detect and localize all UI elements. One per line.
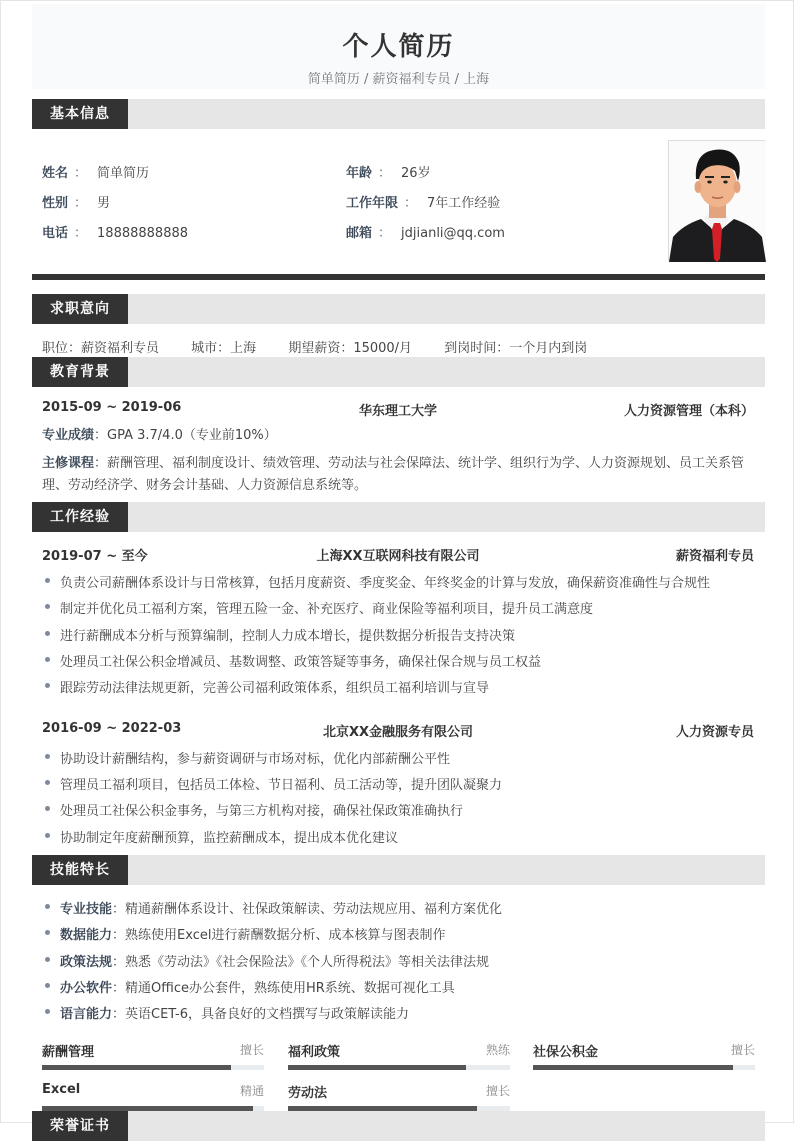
info-label: 工作年限 <box>346 196 399 211</box>
work-bullet: 进行薪酬成本分析与预算编制，控制人力成本增长，提供数据分析报告支持决策 <box>42 625 754 644</box>
resume-subtitle: 简单简历 / 薪资福利专员 / 上海 <box>307 72 490 87</box>
work-company: 北京XX金融服务有限公司 <box>322 725 474 740</box>
section-header-basic-info <box>32 99 765 129</box>
colon: ： <box>378 226 392 241</box>
work-row-2 <box>42 721 754 739</box>
skill-bar-fill <box>288 1065 466 1070</box>
work-bullet: 处理员工社保公积金事务，与第三方机构对接，确保社保政策准确执行 <box>42 800 754 819</box>
skill-text: ：精通Office办公套件，熟练使用HR系统、数据可视化工具 <box>112 981 455 996</box>
section-header-job-intent <box>32 294 765 324</box>
skill-bar-name: 福利政策 <box>288 1045 341 1060</box>
info-value: jdjianli@qq.com <box>401 226 505 241</box>
skill-bar-track <box>288 1065 510 1070</box>
skill-bar-level: 精通 <box>239 1084 264 1098</box>
section-title: 技能特长 <box>32 855 128 885</box>
intent-position: 职位：薪资福利专员 <box>42 341 160 356</box>
intent-availability: 到岗时间：一个月内到岗 <box>444 341 588 356</box>
work-bullet: 协助设计薪酬结构，参与薪资调研与市场对标，优化内部薪酬公平性 <box>42 748 754 767</box>
info-name <box>42 162 149 181</box>
work-company: 上海XX互联网科技有限公司 <box>316 549 480 564</box>
work-title: 人力资源专员 <box>675 725 754 740</box>
work-bullet: 处理员工社保公积金增减员、基数调整、政策答疑等事务，确保社保合规与员工权益 <box>42 651 754 670</box>
section-header-skills <box>32 855 765 885</box>
colon: ： <box>74 226 88 241</box>
info-value: 简单简历 <box>97 166 150 181</box>
courses-label: 主修课程 <box>42 456 95 471</box>
work-title: 薪资福利专员 <box>675 549 754 564</box>
colon: ： <box>378 166 392 181</box>
skill-bar-fill <box>533 1065 733 1070</box>
info-label: 邮箱 <box>346 226 373 241</box>
skill-label: 语言能力 <box>60 1007 113 1022</box>
work-bullet: 制定并优化员工福利方案，管理五险一金、补充医疗、商业保险等福利项目，提升员工满意度 <box>42 598 754 617</box>
work-bullet: 协助制定年度薪酬预算，监控薪酬成本，提出成本优化建议 <box>42 827 754 846</box>
skill-item <box>42 951 754 970</box>
info-email <box>346 222 505 241</box>
section-header-work <box>32 502 765 532</box>
gpa-value: ：GPA 3.7/4.0（专业前10%） <box>94 428 277 443</box>
skill-text: ：熟悉《劳动法》《社会保险法》《个人所得税法》等相关法律法规 <box>112 955 490 970</box>
work-row-1 <box>42 545 754 563</box>
skill-label: 办公软件 <box>60 981 113 996</box>
info-label: 年龄 <box>346 166 373 181</box>
skill-bar-labor-law <box>288 1082 510 1112</box>
education-school: 华东理工大学 <box>358 404 437 419</box>
skill-bar-name: 社保公积金 <box>533 1045 599 1060</box>
info-phone <box>42 222 188 241</box>
skill-bar-track <box>533 1065 755 1070</box>
work-bullet: 跟踪劳动法律法规更新，完善公司福利政策体系，组织员工福利培训与宣导 <box>42 677 754 696</box>
education-major: 人力资源管理（本科） <box>623 404 754 419</box>
info-label: 电话 <box>42 226 69 241</box>
skill-bar-fill <box>42 1065 231 1070</box>
work-bullet: 负责公司薪酬体系设计与日常核算，包括月度薪资、季度奖金、年终奖金的计算与发放，确保薪资准确性与合规性 <box>42 572 754 591</box>
section-divider <box>32 274 765 280</box>
skill-item <box>42 977 754 996</box>
skill-label: 政策法规 <box>60 955 113 970</box>
resume-title: 个人简历 <box>342 32 455 62</box>
skill-text: ：英语CET-6，具备良好的文档撰写与政策解读能力 <box>112 1007 410 1022</box>
skill-bar-level: 擅长 <box>485 1084 510 1098</box>
info-years <box>346 192 500 211</box>
section-title: 教育背景 <box>32 357 128 387</box>
skill-label: 数据能力 <box>60 928 113 943</box>
skill-bar-social-insurance <box>533 1041 755 1071</box>
skill-item <box>42 898 754 917</box>
skill-text: ：熟练使用Excel进行薪酬数据分析、成本核算与图表制作 <box>112 928 446 943</box>
courses-value: ：薪酬管理、福利制度设计、绩效管理、劳动法与社会保障法、统计学、组织行为学、人力资源规划、员工关系管理、劳动经济学、财务会计基础、人力资源信息系统等。 <box>42 456 745 493</box>
gpa-label: 专业成绩 <box>42 428 95 443</box>
skill-bar-welfare <box>288 1041 510 1071</box>
profile-photo <box>668 140 765 261</box>
education-period: 2015-09 ~ 2019-06 <box>42 400 182 415</box>
section-title: 荣誉证书 <box>32 1111 128 1141</box>
skill-label: 专业技能 <box>60 902 113 917</box>
skill-bar-name: 薪酬管理 <box>42 1045 95 1060</box>
avatar-illustration-icon <box>669 141 766 262</box>
skill-bar-level: 擅长 <box>239 1043 264 1057</box>
skill-bar-level: 熟练 <box>485 1043 510 1057</box>
job-intent-line <box>42 337 615 356</box>
skill-bar-excel <box>42 1082 264 1112</box>
info-value: 7年工作经验 <box>427 196 501 211</box>
resume-header <box>32 4 765 89</box>
section-header-honors <box>32 1111 765 1141</box>
skill-bar-salary <box>42 1041 264 1071</box>
info-gender <box>42 192 110 211</box>
skill-item <box>42 924 754 943</box>
education-row <box>42 400 754 418</box>
work-period: 2016-09 ~ 2022-03 <box>42 721 182 736</box>
section-title: 基本信息 <box>32 99 128 129</box>
section-title: 求职意向 <box>32 294 128 324</box>
colon: ： <box>74 196 88 211</box>
intent-salary: 期望薪资：15000/月 <box>288 341 413 356</box>
education-courses <box>42 453 754 497</box>
work-period: 2019-07 ~ 至今 <box>42 549 148 564</box>
section-header-education <box>32 357 765 387</box>
skill-text: ：精通薪酬体系设计、社保政策解读、劳动法规应用、福利方案优化 <box>112 902 503 917</box>
skill-bar-track <box>42 1065 264 1070</box>
section-title: 工作经验 <box>32 502 128 532</box>
info-value: 18888888888 <box>97 226 189 241</box>
skill-bar-name: Excel <box>42 1082 81 1097</box>
info-age <box>346 162 431 181</box>
work-bullet: 管理员工福利项目，包括员工体检、节日福利、员工活动等，提升团队凝聚力 <box>42 774 754 793</box>
info-label: 姓名 <box>42 166 69 181</box>
skill-bar-name: 劳动法 <box>288 1086 328 1101</box>
info-value: 26岁 <box>401 166 431 181</box>
info-label: 性别 <box>42 196 69 211</box>
colon: ： <box>404 196 418 211</box>
skill-bar-level: 擅长 <box>730 1043 755 1057</box>
colon: ： <box>74 166 88 181</box>
intent-city: 城市：上海 <box>191 341 257 356</box>
education-gpa <box>42 425 754 447</box>
info-value: 男 <box>97 196 111 211</box>
skill-item <box>42 1003 754 1022</box>
